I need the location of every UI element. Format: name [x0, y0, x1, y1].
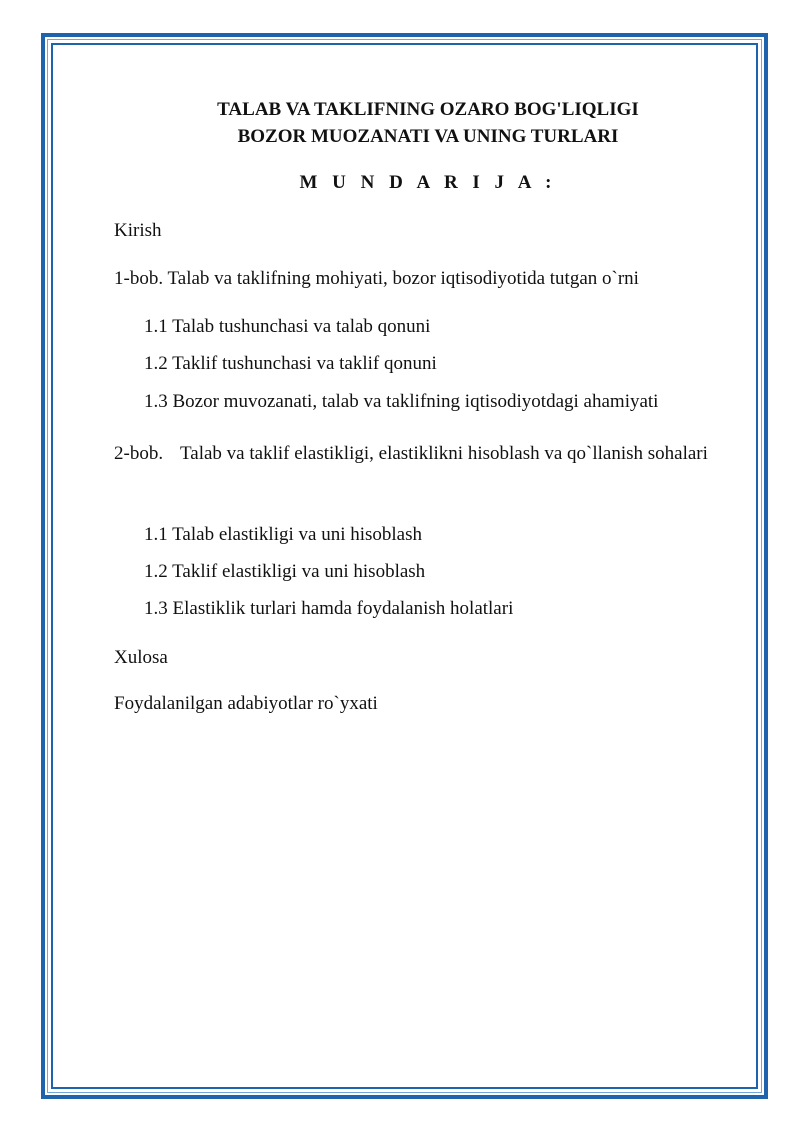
toc-chapter1-section-3: 1.3 Bozor muvozanati, talab va taklifning iqtisodiyotdagi ahamiyati — [144, 391, 659, 412]
document-title-line1: TALAB VA TAKLIFNING OZARO BOG'LIQLIGI — [217, 99, 639, 120]
toc-chapter1-title: 1-bob. Talab va taklifning mohiyati, bozor iqtisodiyotida tutgan o`rni — [114, 268, 639, 289]
document-title-line2: BOZOR MUOZANATI VA UNING TURLARI — [237, 126, 619, 147]
toc-chapter2 — [114, 435, 742, 473]
toc-conclusion: Xulosa — [114, 647, 168, 668]
toc-chapter2-section-3: 1.3 Elastiklik turlari hamda foydalanish holatlari — [144, 598, 514, 619]
toc-references: Foydalanilgan adabiyotlar ro`yxati — [114, 693, 378, 714]
toc-chapter2-section-1: 1.1 Talab elastikligi va uni hisoblash — [144, 524, 423, 545]
toc-chapter1-section-2: 1.2 Taklif tushunchasi va taklif qonuni — [144, 353, 437, 374]
toc-chapter2-number: 2-bob. — [114, 443, 164, 464]
toc-chapter1-section-1: 1.1 Talab tushunchasi va talab qonuni — [144, 316, 431, 337]
toc-chapter2-section-2: 1.2 Taklif elastikligi va uni hisoblash — [144, 561, 426, 582]
toc-heading: M U N D A R I J A : — [299, 172, 557, 193]
toc-intro: Kirish — [114, 220, 162, 241]
toc-chapter2-title: Talab va taklif elastikligi, elastiklikni hisoblash va qo`llanish sohalari — [180, 443, 708, 464]
